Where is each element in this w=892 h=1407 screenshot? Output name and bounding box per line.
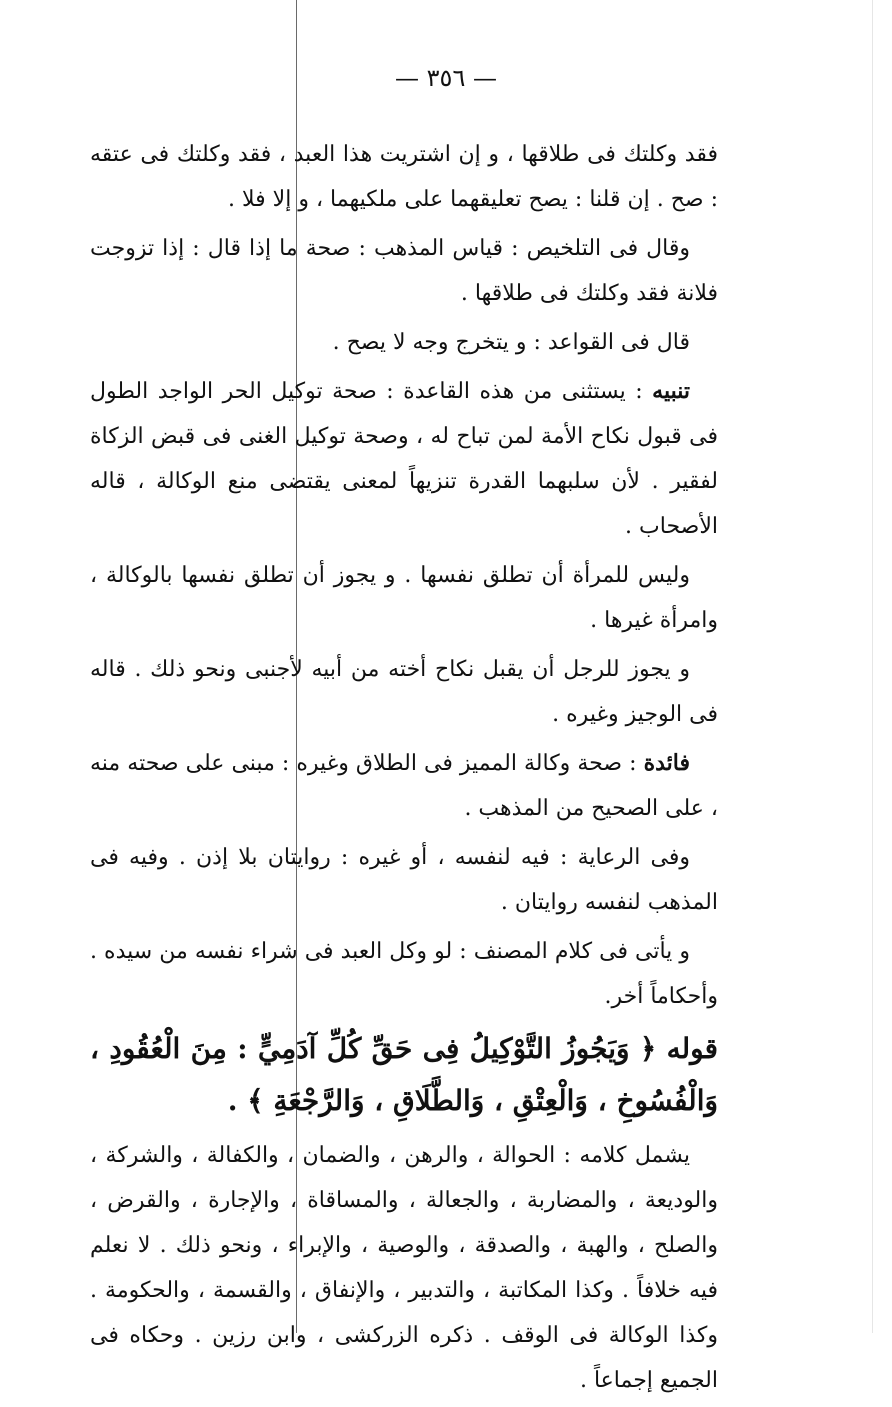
paragraph — [90, 553, 718, 643]
paragraph — [90, 741, 718, 831]
paragraph — [90, 835, 718, 925]
paragraph — [90, 647, 718, 737]
paragraph-text: قال فى القواعد : و يتخرج وجه لا يصح . — [332, 330, 690, 355]
paragraph — [90, 226, 718, 316]
paragraph-lead-word: تنبيه — [652, 378, 690, 404]
paragraph-text: فقد وكلتك فى طلاقها ، و إن اشتريت هذا العبد ، فقد وكلتك فى عتقه : صح . إن قلنا : يصح تعليقهما على ملكيهما ، و إلا فلا . — [90, 142, 718, 212]
paragraph-text: : يستثنى من هذه القاعدة : صحة توكيل الحر الواجد الطول فى قبول نكاح الأمة لمن تباح له ، وصحة توكيل الغنى فى قبض الزكاة لفقير . لأن سلبهما القدرة تنزيهاً لمعنى يقتضى منع الوكالة ، قاله الأصحاب . — [90, 379, 718, 539]
page-edge-line — [872, 0, 873, 1333]
paragraph — [90, 929, 718, 1019]
paragraph-text: و يجوز للرجل أن يقبل نكاح أخته من أبيه لأجنبى ونحو ذلك . قاله فى الوجيز وغيره . — [90, 657, 718, 727]
paragraph-text: و يأتى فى كلام المصنف : لو وكل العبد فى شراء نفسه من سيده . وأحكاماً أخر. — [90, 939, 718, 1009]
paragraph — [90, 320, 718, 365]
paragraph-text: يشمل كلامه : الحوالة ، والرهن ، والضمان ، والكفالة ، والشركة ، والوديعة ، والمضاربة ، والجعالة ، والمساقاة ، والإجارة ، والقرض ، والصلح ، والهبة ، والصدقة ، والوصية ، والإبراء ، ونحو ذلك . لا نعلم فيه خلافاً . وكذا المكاتبة ، والتدبير ، والإنفاق ، والقسمة ، والحكومة . وكذا الوكالة فى الوقف . ذكره الزركشى ، وابن رزين . وحكاه فى الجميع إجماعاً . — [90, 1143, 718, 1393]
quote-lead-word: قوله — [666, 1032, 718, 1065]
paragraph-text: وفى الرعاية : فيه لنفسه ، أو غيره : روايتان بلا إذن . وفيه فى المذهب لنفسه روايتان . — [90, 845, 718, 915]
paragraph-text: وقال فى التلخيص : قياس المذهب : صحة ما إذا قال : إذا تزوجت فلانة فقد وكلتك فى طلاقها . — [90, 236, 718, 306]
page-body — [90, 132, 718, 1407]
page-number: — ٣٥٦ — — [395, 64, 497, 92]
paragraph-lead-word: فائدة — [643, 750, 690, 776]
quote-text: ﴿ وَيَجُوزُ التَّوْكِيلُ فِى حَقِّ كُلِّ آدَمِيٍّ : مِنَ الْعُقُودِ ، وَالْفُسُوخِ ، وَالْعِتْقِ ، وَالطَّلَاقِ ، وَالرَّجْعَةِ ﴾ . — [90, 1032, 718, 1117]
paragraph-text: : صحة وكالة المميز فى الطلاق وغيره : مبنى على صحته منه ، على الصحيح من المذهب . — [90, 751, 718, 821]
paragraph — [90, 369, 718, 549]
paragraph — [90, 1133, 718, 1403]
paragraph — [90, 132, 718, 222]
matn-quote — [90, 1023, 718, 1127]
paragraph-text: وليس للمرأة أن تطلق نفسها . و يجوز أن تطلق نفسها بالوكالة ، وامرأة غيرها . — [90, 563, 718, 633]
